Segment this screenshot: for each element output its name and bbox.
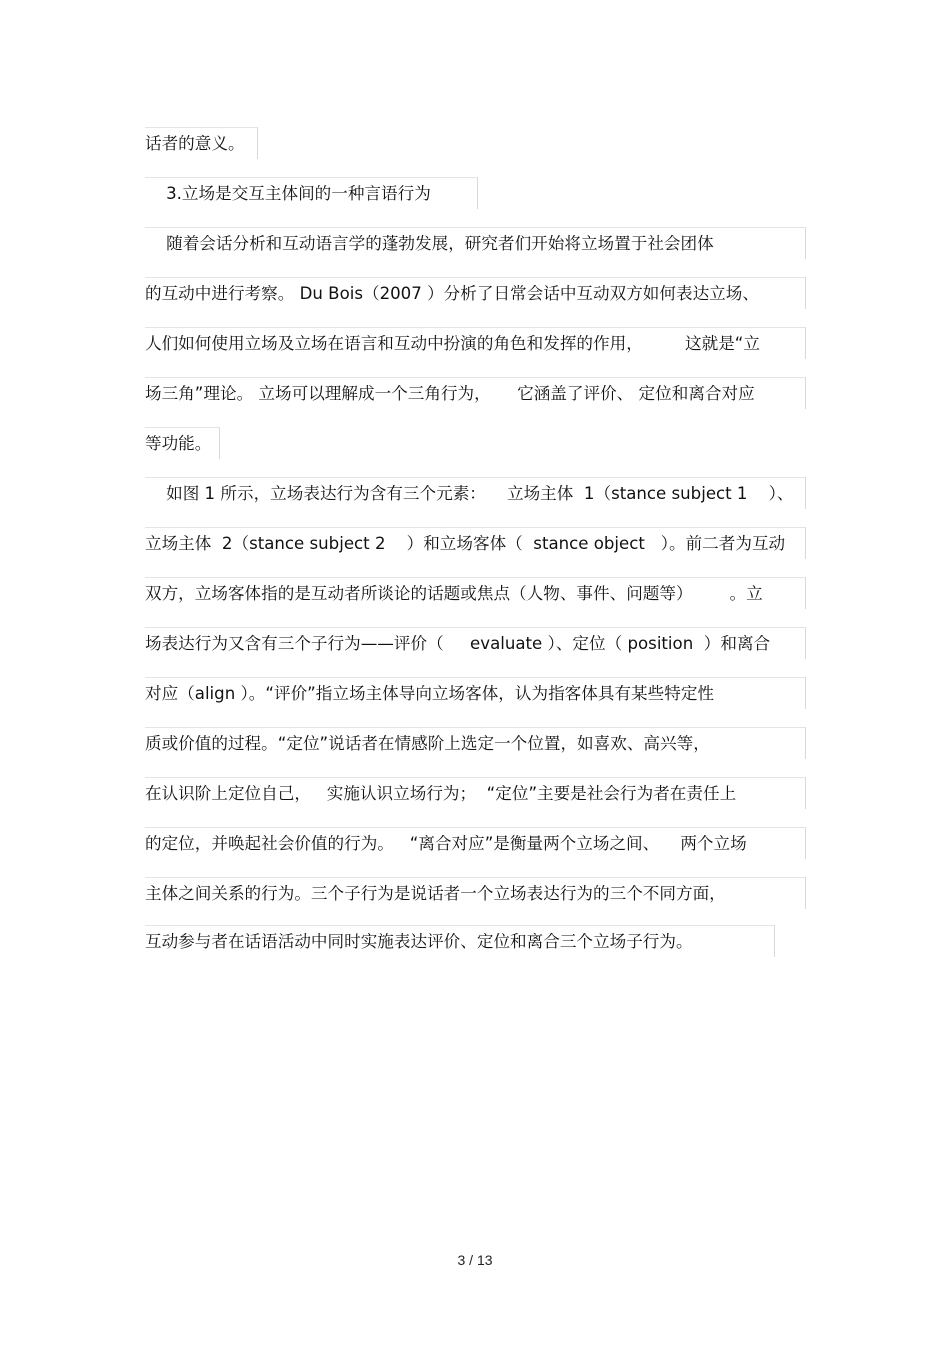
- text-line-15: 的定位，并唤起社会价值的行为。 “离合对应”是衡量两个立场之间、 两个立场: [145, 827, 806, 859]
- text-line-9: 立场主体 2（stance subject 2 ）和立场客体（ stance object ）。前二者为互动: [145, 527, 806, 559]
- text-line-10: 双方，立场客体指的是互动者所谈论的话题或焦点（人物、事件、问题等） 。立: [145, 577, 806, 609]
- text-line-8: 如图 1 所示，立场表达行为含有三个元素： 立场主体 1（stance subject 1 ）、: [145, 477, 806, 509]
- text-line-14: 在认识阶上定位自己， 实施认识立场行为； “定位”主要是社会行为者在责任上: [145, 777, 806, 809]
- text-line-16: 主体之间关系的行为。三个子行为是说话者一个立场表达行为的三个不同方面，: [145, 877, 806, 909]
- section-heading: 3.立场是交互主体间的一种言语行为: [145, 177, 478, 209]
- text-line-13: 质或价值的过程。“定位”说话者在情感阶上选定一个位置，如喜欢、高兴等，: [145, 727, 806, 759]
- text-line-5: 人们如何使用立场及立场在语言和互动中扮演的角色和发挥的作用， 这就是“立: [145, 327, 806, 359]
- text-line-1: 话者的意义。: [145, 127, 258, 159]
- text-line-11: 场表达行为又含有三个子行为——评价（ evaluate ）、定位（ position ）和离合: [145, 627, 806, 659]
- text-line-6: 场三角”理论。 立场可以理解成一个三角行为， 它涵盖了评价、 定位和离合对应: [145, 377, 806, 409]
- text-line-12: 对应（align ）。“评价”指立场主体导向立场客体，认为指客体具有某些特定性: [145, 677, 806, 709]
- text-line-4: 的互动中进行考察。 Du Bois（2007 ）分析了日常会话中互动双方如何表达立场、: [145, 277, 806, 309]
- page-number: 3 / 13: [457, 1252, 493, 1268]
- text-line-17: 互动参与者在话语活动中同时实施表达评价、定位和离合三个立场子行为。: [145, 925, 775, 957]
- text-line-3: 随着会话分析和互动语言学的蓬勃发展，研究者们开始将立场置于社会团体: [145, 227, 806, 259]
- text-line-7: 等功能。: [145, 427, 220, 459]
